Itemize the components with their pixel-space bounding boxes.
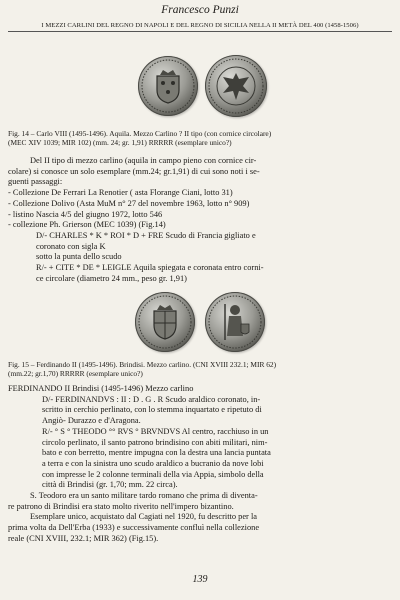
ferdinando-ii-section [8,384,392,545]
reverse-description: con impresse le 2 colonne terminali della via Appia, simbolo della [42,469,264,479]
coin-reverse-fig15 [205,292,265,352]
obverse-description: coronato con sigla K [36,241,106,251]
reverse-description: città di Brindisi (gr. 1,70; mm. 22 circa). [42,480,178,490]
reverse-description: R/- + CITE * DE * LEIGLE Aquila spiegata e coronata entro corni- [36,263,264,273]
saint-theodore-icon [205,292,265,352]
running-title: I MEZZI CARLINI DEL REGNO DI NAPOLI E DEL REGNO DI SICILIA NELLA II METÀ DEL 400 (1458-1506) [8,22,392,32]
obverse-description: scritto in cerchio perlinato, con lo stemma inquartato e ripetuto di [42,405,262,415]
list-item: - collezione Ph. Grierson (MEC 1039) (Fig.14) [8,220,166,230]
reverse-description: circolo perlinato, il santo patrono brindisino con abiti militari, nim- [42,437,268,447]
text-line: colare) si conosce un solo esemplare (mm.24; gr.1,91) di cui sono noti i se- [8,166,260,176]
caption-line: Fig. 14 – Carlo VIII (1495-1496). Aquila. Mezzo Carlino ? II tipo (con cornice circolare) [8,129,272,138]
mezzo-carlino-ii-tipo-section [8,156,392,284]
eagle-icon [205,55,267,117]
text-line: prima volta da Dell'Erba (1933) e successivamente confluì nella collezione [8,523,260,533]
section-title: FERDINANDO II Brindisi (1495-1496) Mezzo carlino [8,384,194,393]
coin-obverse-fig14 [138,56,198,116]
obverse-description: D/- CHARLES * K * ROI * D + FRE Scudo di Francia gigliato e [36,230,256,240]
reverse-description: bato e con berretto, mentre impugna con la destra una lancia puntata [42,448,271,458]
text-line: Esemplare unico, acquistato dal Cagiati nel 1920, fu descritto per la [30,512,257,522]
quartered-coat-of-arms-icon [135,292,195,352]
text-line: re patrono di Brindisi era stato molto riverito nell'impero bizantino. [8,501,234,511]
caption-line: (mm.22; gr.1,70) RRRRR (esemplare unico?) [8,369,143,379]
text-line: reale (CNI XVIII, 232.1; MIR 362) (Fig.15). [8,533,159,543]
figure-14-caption [8,129,392,147]
coin-reverse-fig14 [205,55,267,117]
author-name: Francesco Punzi [161,4,239,16]
obverse-description: Angiò- Durazzo e d'Aragona. [42,416,141,426]
caption-line: Fig. 15 – Ferdinando II (1495-1496). Brindisi. Mezzo carlino. (CNI XVIII 232.1; MIR 62) [8,360,277,369]
text-line: S. Teodoro era un santo militare tardo romano che prima di diventa- [30,491,258,501]
text-line: guenti passaggi: [8,177,63,187]
caption-line: (MEC XIV 1039; MIR 102) (mm. 24; gr. 1,91) RRRRR (esemplare unico?) [8,138,232,148]
reverse-description: ce circolare (diametro 24 mm., peso gr. 1,91) [36,273,187,283]
list-item: - listino Nascia 4/5 del giugno 1972, lotto 546 [8,209,163,219]
list-item: - Collezione Dolivo (Asta MuM n° 27 del novembre 1963, lotto n° 909) [8,198,250,208]
reverse-description: R/- ° S ° THEODO °° RVS ° BRVNDVS Al centro, racchiuso in un [42,426,269,436]
figure-15-caption [8,360,392,378]
obverse-description: D/- FERDINANDVS : II : D . G . R Scudo araldico coronato, in- [42,394,261,404]
reverse-description: a terra e con la sinistra uno scudo araldico a bucranio da nove lobi [42,458,264,468]
text-line: Del II tipo di mezzo carlino (aquila in campo pieno con cornice cir- [30,156,257,165]
obverse-description: sotto la punta dello scudo [36,252,122,262]
list-item: - Collezione De Ferrari La Renotier ( asta Florange Ciani, lotto 31) [8,188,233,198]
shield-of-france-icon [138,56,198,116]
page-number: 139 [192,574,208,585]
coin-obverse-fig15 [135,292,195,352]
